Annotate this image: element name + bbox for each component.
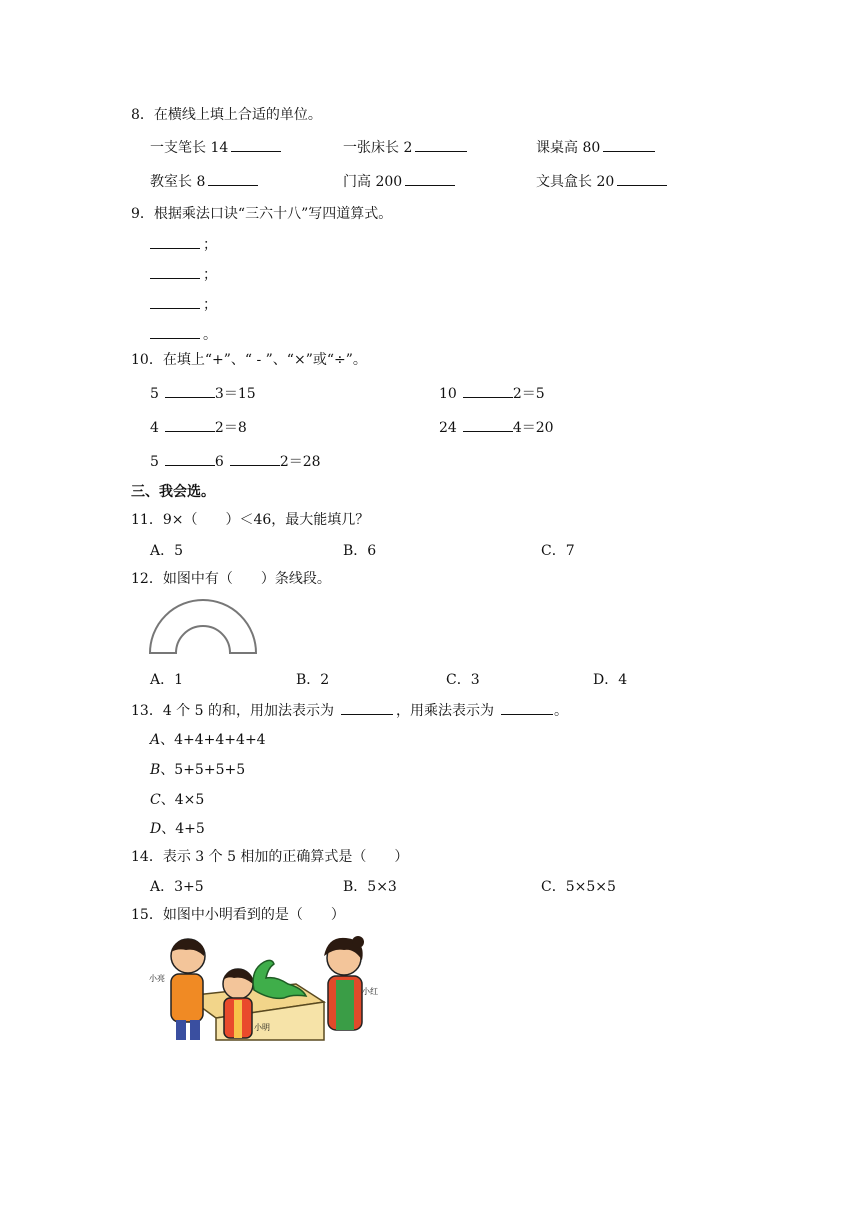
option-letter: D [150, 821, 162, 837]
q8-item-desk [536, 138, 658, 157]
operand: 10 [439, 386, 457, 402]
answer-blank[interactable] [415, 138, 467, 152]
option-letter: A [150, 732, 161, 748]
operand: 5 [150, 386, 159, 402]
q8-item-door [343, 172, 458, 191]
q9-line-2 [150, 265, 217, 284]
punctuation: 。 [203, 327, 217, 343]
punctuation: ； [203, 297, 217, 313]
q11-option-a[interactable]: A．5 [150, 543, 184, 559]
operand: 2＝5 [512, 386, 545, 402]
option-text: 、4+4+4+4+4 [160, 732, 266, 748]
operand: 6 [214, 454, 224, 470]
answer-blank[interactable] [230, 452, 280, 466]
operand: 5 [150, 454, 159, 470]
q8-item-label: 教室长 8 [150, 174, 206, 190]
q14-stem: 14．表示 3 个 5 相加的正确算式是（ ） [131, 849, 409, 865]
q10-equation [439, 418, 554, 437]
answer-blank[interactable] [501, 701, 553, 715]
q8-item-label: 文具盒长 20 [536, 174, 615, 190]
q12-option-c[interactable]: C．3 [446, 672, 480, 688]
q8-item-label: 门高 200 [343, 174, 403, 190]
operand: 4 [150, 420, 159, 436]
q9-stem: 9．根据乘法口诀“三六十八”写四道算式。 [131, 206, 393, 222]
q8-item-classroom [150, 172, 261, 191]
label-xiaoming: 小明 [254, 1023, 270, 1032]
q12-option-b[interactable]: B．2 [296, 672, 330, 688]
answer-blank[interactable] [165, 418, 215, 432]
option-text: 、4+5 [161, 821, 205, 837]
answer-blank[interactable] [150, 265, 200, 279]
option-text: 、5+5+5+5 [160, 762, 246, 778]
label-xiaohong: 小红 [362, 987, 378, 996]
q8-item-label: 课桌高 80 [536, 140, 601, 156]
q11-stem: 11．9×（ ）＜46，最大能填几？ [131, 512, 370, 528]
operand: 3＝15 [214, 386, 256, 402]
q13-stem-part: 。 [553, 703, 568, 719]
q10-equation [150, 418, 247, 437]
q13-option-d[interactable] [150, 820, 205, 838]
q8-item-label: 一张床长 2 [343, 140, 413, 156]
section-heading: 三、我会选。 [131, 484, 215, 500]
q14-option-c[interactable]: C．5×5×5 [541, 879, 616, 895]
answer-blank[interactable] [231, 138, 281, 152]
answer-blank[interactable] [208, 172, 258, 186]
q12-option-a[interactable]: A．1 [150, 672, 184, 688]
operand: 24 [439, 420, 457, 436]
q9-line-1 [150, 235, 217, 254]
label-xiaoliang: 小亮 [149, 974, 165, 983]
answer-blank[interactable] [150, 235, 200, 249]
q8-item-bed [343, 138, 470, 157]
q8-stem: 8．在横线上填上合适的单位。 [131, 107, 322, 123]
q10-equation [439, 384, 545, 403]
q14-option-a[interactable]: A．3+5 [150, 879, 204, 895]
punctuation: ； [203, 267, 217, 283]
q10-equation [150, 384, 256, 403]
answer-blank[interactable] [150, 295, 200, 309]
answer-blank[interactable] [150, 325, 200, 339]
answer-blank[interactable] [463, 384, 513, 398]
answer-blank[interactable] [603, 138, 655, 152]
q9-line-4 [150, 325, 217, 344]
operand: 2＝8 [214, 420, 247, 436]
q13-option-a[interactable] [150, 731, 266, 749]
q9-line-3 [150, 295, 217, 314]
q10-stem: 10．在填上“+”、“ - ”、“×”或“÷”。 [131, 352, 367, 368]
q15-stem: 15．如图中小明看到的是（ ） [131, 907, 345, 923]
answer-blank[interactable] [617, 172, 667, 186]
q8-item-label: 一支笔长 14 [150, 140, 229, 156]
answer-blank[interactable] [341, 701, 393, 715]
q13-option-b[interactable] [150, 761, 245, 779]
answer-blank[interactable] [405, 172, 455, 186]
option-letter: B [150, 762, 161, 778]
answer-blank[interactable] [463, 418, 513, 432]
q13-stem-part: ，用乘法表示为 [395, 703, 494, 719]
q13-stem [131, 701, 568, 720]
q12-stem: 12．如图中有（ ）条线段。 [131, 571, 331, 587]
arch-figure [146, 595, 260, 657]
q8-item-pencilcase [536, 172, 670, 191]
q8-item-pen [150, 138, 284, 157]
q12-option-d[interactable]: D．4 [593, 672, 628, 688]
q11-option-b[interactable]: B．6 [343, 543, 377, 559]
q14-option-b[interactable]: B．5×3 [343, 879, 397, 895]
operand: 2＝28 [279, 454, 321, 470]
answer-blank[interactable] [165, 452, 215, 466]
q10-equation [150, 452, 321, 471]
answer-blank[interactable] [165, 384, 215, 398]
option-text: 、4×5 [160, 792, 205, 808]
q11-option-c[interactable]: C．7 [541, 543, 575, 559]
option-letter: C [150, 792, 161, 808]
q13-stem-part: 13．4 个 5 的和，用加法表示为 [131, 703, 334, 719]
punctuation: ； [203, 237, 217, 253]
q13-option-c[interactable] [150, 791, 204, 809]
operand: 4＝20 [512, 420, 554, 436]
